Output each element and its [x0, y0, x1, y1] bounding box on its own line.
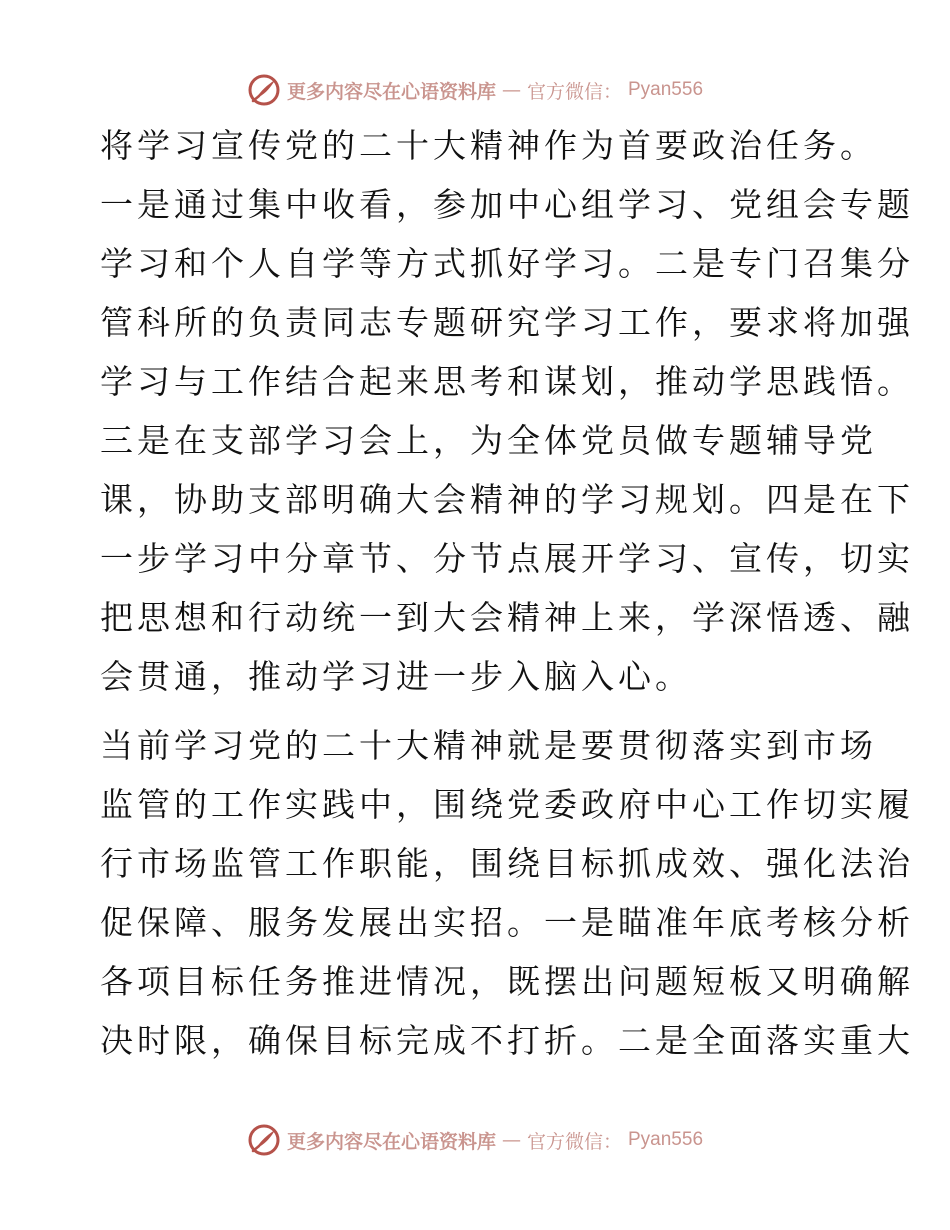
banner-wechat-id: Pyan556 — [628, 79, 704, 100]
text-line: 学习和个人自学等方式抓好学习。二是专门召集分 — [100, 244, 914, 283]
footer-banner — [0, 1120, 950, 1160]
document-body — [100, 116, 914, 1080]
text-line: 管科所的负责同志专题研究学习工作，要求将加强 — [100, 303, 914, 342]
paragraph-1 — [100, 116, 914, 706]
banner-wechat-label: 官方微信： — [526, 1130, 622, 1153]
text-line: 将学习宣传党的二十大精神作为首要政治任务。 — [100, 126, 877, 165]
text-line: 当前学习党的二十大精神就是要贯彻落实到市场 — [100, 726, 877, 765]
text-line: 决时限，确保目标完成不打折。二是全面落实重大 — [100, 1021, 914, 1060]
header-banner — [0, 70, 950, 110]
banner-separator: — — [501, 1129, 521, 1151]
feather-quill-logo-icon — [247, 73, 281, 107]
paragraph-2 — [100, 716, 914, 1070]
text-line: 一是通过集中收看，参加中心组学习、党组会专题 — [100, 185, 914, 224]
text-line: 课，协助支部明确大会精神的学习规划。四是在下 — [100, 480, 914, 519]
text-line: 会贯通，推动学习进一步入脑入心。 — [100, 657, 692, 696]
banner-slogan: 更多内容尽在心语资料库 — [286, 1130, 496, 1153]
text-line: 把思想和行动统一到大会精神上来，学深悟透、融 — [100, 598, 914, 637]
banner-wechat-id: Pyan556 — [628, 1129, 704, 1150]
text-line: 监管的工作实践中，围绕党委政府中心工作切实履 — [100, 785, 914, 824]
feather-quill-logo-icon — [247, 1123, 281, 1157]
text-line: 三是在支部学习会上，为全体党员做专题辅导党 — [100, 421, 877, 460]
text-line: 学习与工作结合起来思考和谋划，推动学思践悟。 — [100, 362, 914, 401]
banner-slogan: 更多内容尽在心语资料库 — [286, 80, 496, 103]
banner-separator: — — [501, 79, 521, 101]
banner-wechat-label: 官方微信： — [526, 80, 622, 103]
text-line: 促保障、服务发展出实招。一是瞄准年底考核分析 — [100, 903, 914, 942]
text-line: 一步学习中分章节、分节点展开学习、宣传，切实 — [100, 539, 914, 578]
text-line: 各项目标任务推进情况，既摆出问题短板又明确解 — [100, 962, 914, 1001]
text-line: 行市场监管工作职能，围绕目标抓成效、强化法治 — [100, 844, 914, 883]
